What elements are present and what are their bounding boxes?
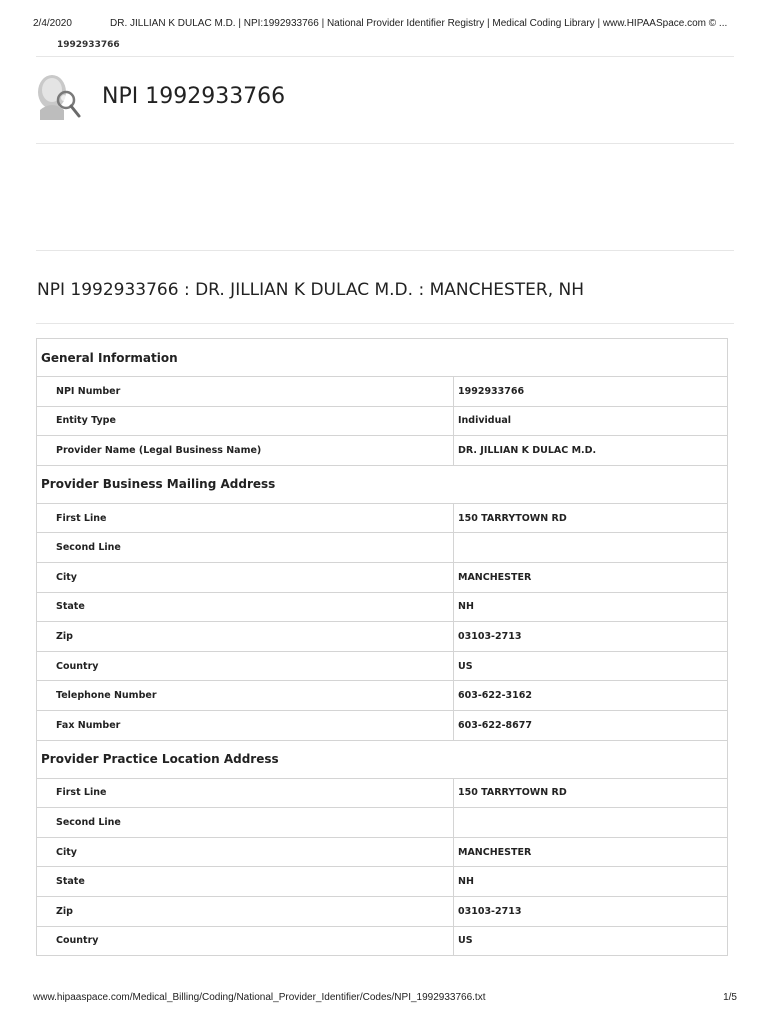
section-title: Provider Business Mailing Address [37,465,728,503]
table-row [37,808,728,838]
field-label: NPI Number [37,377,454,407]
field-value: MANCHESTER [454,837,728,867]
print-date: 2/4/2020 [33,18,72,29]
page-number: 1/5 [723,992,737,1003]
field-label: State [37,592,454,622]
section-title: Provider Practice Location Address [37,740,728,778]
table-row [37,867,728,897]
field-label: Zip [37,622,454,652]
table-row [37,837,728,867]
table-row [37,622,728,652]
field-value: 603-622-8677 [454,710,728,740]
table-row [37,503,728,533]
field-label: Entity Type [37,406,454,436]
field-value: 150 TARRYTOWN RD [454,503,728,533]
field-value: 03103-2713 [454,896,728,926]
field-label: Provider Name (Legal Business Name) [37,436,454,466]
field-value: NH [454,867,728,897]
field-label: State [37,867,454,897]
field-value: 03103-2713 [454,622,728,652]
field-value: Individual [454,406,728,436]
table-row [37,681,728,711]
npi-heading: NPI 1992933766 [102,84,286,109]
field-value: MANCHESTER [454,562,728,592]
field-label: First Line [37,503,454,533]
divider [36,56,734,57]
table-row [37,562,728,592]
table-row [37,533,728,563]
provider-info-table [36,338,728,956]
field-value: 1992933766 [454,377,728,407]
page-title: NPI 1992933766 : DR. JILLIAN K DULAC M.D. : MANCHESTER, NH [37,280,585,300]
doctor-magnifier-icon [34,70,84,122]
divider [36,143,734,144]
field-label: City [37,562,454,592]
field-value: US [454,926,728,956]
field-label: Zip [37,896,454,926]
section-header [37,740,728,778]
field-label: Country [37,651,454,681]
field-label: Second Line [37,808,454,838]
field-value [454,533,728,563]
section-header [37,465,728,503]
field-value: DR. JILLIAN K DULAC M.D. [454,436,728,466]
print-header [0,0,770,40]
divider [36,250,734,251]
table-row [37,710,728,740]
table-row [37,651,728,681]
footer-url: www.hipaaspace.com/Medical_Billing/Coding/National_Provider_Identifier/Codes/NPI_1992933766.txt [33,992,486,1003]
field-value: US [454,651,728,681]
table-row [37,406,728,436]
field-label: Country [37,926,454,956]
field-value [454,808,728,838]
print-page-title: DR. JILLIAN K DULAC M.D. | NPI:1992933766 | National Provider Identifier Registry | Medical Coding Library | www.HIPAASpace.com © ... [110,18,728,29]
field-value: 150 TARRYTOWN RD [454,778,728,808]
table-row [37,778,728,808]
field-label: First Line [37,778,454,808]
field-label: City [37,837,454,867]
field-label: Fax Number [37,710,454,740]
field-label: Telephone Number [37,681,454,711]
section-header [37,339,728,377]
table-row [37,592,728,622]
table-row [37,377,728,407]
print-footer [0,992,770,1012]
table-row [37,896,728,926]
field-value: 603-622-3162 [454,681,728,711]
table-row [37,436,728,466]
field-value: NH [454,592,728,622]
breadcrumb[interactable]: 1992933766 [57,40,120,50]
table-row [37,926,728,956]
divider [36,323,734,324]
section-title: General Information [37,339,728,377]
field-label: Second Line [37,533,454,563]
